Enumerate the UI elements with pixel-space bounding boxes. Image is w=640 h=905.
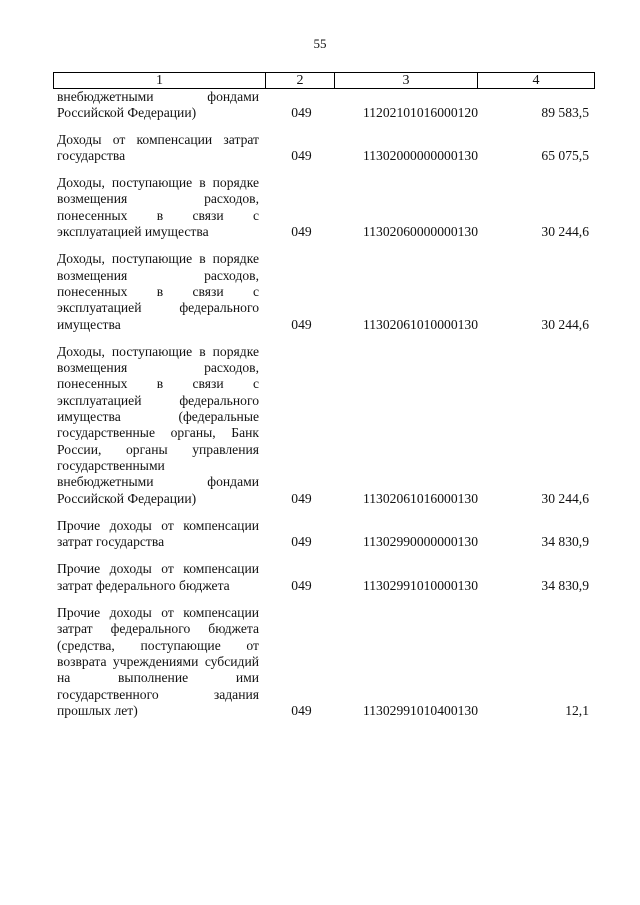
row-amount: 34 830,9 — [541, 534, 589, 550]
row-admin-code: 049 — [291, 105, 312, 121]
table-row — [53, 175, 595, 240]
row-description: Прочие доходы от компенсации затрат федерального бюджета — [57, 561, 259, 593]
row-budget-code: 11302000000000130 — [362, 147, 479, 163]
row-budget-code: 11302061016000130 — [362, 490, 479, 506]
row-amount: 12,1 — [565, 702, 589, 718]
table-row — [53, 561, 595, 594]
row-budget-code: 11302991010000130 — [362, 577, 479, 593]
row-description: Прочие доходы от компенсации затрат федерального бюджета (средства, поступающие от возврата учреждениями субсидий на выполнение ими государственного задания прошлых лет) — [57, 605, 259, 718]
row-budget-code: 11302060000000130 — [362, 224, 479, 240]
row-budget-code: 11302061010000130 — [362, 316, 479, 332]
table-header — [53, 72, 595, 89]
table-row — [53, 89, 595, 122]
row-admin-code: 049 — [291, 702, 312, 718]
row-description: внебюджетными фондами Российской Федерации) — [57, 89, 259, 121]
row-amount: 89 583,5 — [541, 105, 589, 121]
table-row — [53, 605, 595, 719]
page-number: 55 — [313, 36, 327, 51]
column-header-1: 1 — [54, 73, 266, 88]
row-admin-code: 049 — [291, 224, 312, 240]
row-budget-code: 11202101016000120 — [362, 105, 479, 121]
row-description: Прочие доходы от компенсации затрат государства — [57, 517, 259, 550]
table-body — [53, 89, 595, 719]
row-description: Доходы от компенсации затрат государства — [57, 131, 259, 163]
row-admin-code: 049 — [291, 534, 312, 550]
table-row — [53, 132, 595, 165]
row-description: Доходы, поступающие в порядке возмещения расходов, понесенных в связи с эксплуатацией имущества — [57, 175, 259, 240]
column-header-2: 2 — [266, 73, 335, 88]
column-header-4: 4 — [532, 73, 540, 88]
row-amount: 30 244,6 — [541, 224, 589, 240]
row-amount: 30 244,6 — [541, 316, 589, 332]
row-amount: 65 075,5 — [541, 147, 589, 163]
row-admin-code: 049 — [291, 147, 312, 163]
column-header-3: 3 — [335, 73, 478, 88]
row-budget-code: 11302990000000130 — [362, 534, 479, 550]
row-admin-code: 049 — [291, 577, 312, 593]
row-admin-code: 049 — [291, 316, 312, 332]
table-row — [53, 518, 595, 551]
row-budget-code: 11302991010400130 — [362, 702, 479, 718]
row-description: Доходы, поступающие в порядке возмещения расходов, понесенных в связи с эксплуатацией федерального имущества — [57, 251, 259, 332]
table-row — [53, 344, 595, 507]
table-row — [53, 251, 595, 332]
row-admin-code: 049 — [291, 490, 312, 506]
row-amount: 34 830,9 — [541, 577, 589, 593]
row-description: Доходы, поступающие в порядке возмещения расходов, понесенных в связи с эксплуатацией федерального имущества (федеральные государственные органы, Банк России, органы управления государственными внебюджетными фондами Российской Федерации) — [57, 343, 259, 506]
row-amount: 30 244,6 — [541, 490, 589, 506]
